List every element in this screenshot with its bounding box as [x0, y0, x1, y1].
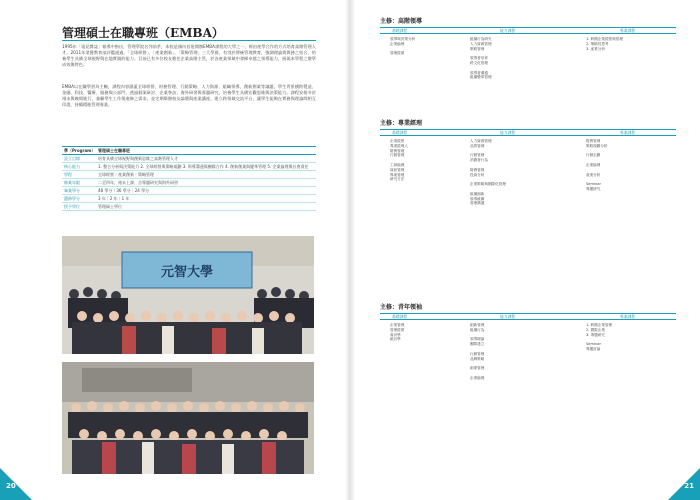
- table-header-cell: 管理碩士在職專班: [96, 147, 316, 155]
- course-list: 企業管理 管理經濟 會計學 統計學: [390, 323, 405, 342]
- intro-paragraph-2: EMBA以在職學習為主軸，課程內容涵蓋全球經營、財務管理、行銷策略、人力資源、組織領導、創新創業等議題，學生背景橫跨製造、金融、科技、醫療、服務與公部門，透過個案研討、企業參訪、海外研習與專題研究，培養學生具備宏觀思維與決策能力。課程安排多於週末與晚間進行，兼顧學生工作與進修之需求，並定期舉辦校友論壇與產業講座，建立跨領域交流平台，讓學生能夠在實務與理論間相互印證，持續精進管理專業。: [62, 84, 316, 107]
- program-table: [62, 146, 316, 211]
- book-gutter: [345, 0, 355, 500]
- course-list: 1. 跨國企業管理 2. 國際企業 3. 專題研究 Seminar 專題討論: [586, 323, 613, 351]
- intro-paragraph-1: 1995年「遠見雜誌」報導中指出，管理學院名列前茅，本校是國內首批開辦EMBA課程的大學之一，經由產學合作的方式培育高階管理人才。2011年榮獲教育部評鑑通過。「全球經營」、「產業創新」、「策略管理」三大學群，有別於傳統管理教育，強調理論與實務之結合，培養學生具備全球視野與在地實踐的能力。目前已有多位校友擔任企業高階主管，於各產業領域中發揮卓越之領導能力，展現本學程之辦學成效與特色。: [62, 44, 316, 67]
- table-label: 設立目標: [62, 155, 96, 163]
- table-label: 畢業學分: [62, 187, 96, 195]
- column-header-bar: [380, 129, 676, 136]
- table-value: 管理碩士學位: [96, 203, 316, 211]
- table-label: 選修學分: [62, 195, 96, 203]
- table-value: 培育具備全球視野與創新思維之高階管理人才: [96, 155, 316, 163]
- course-list: 創新管理 組織行為 領導理論 團隊建立 行銷管理 品牌策略 創業管理 企業倫理: [470, 323, 485, 380]
- column-header-bar: [380, 313, 676, 320]
- table-label: 修業年限: [62, 179, 96, 187]
- column-header: 專業課程: [620, 28, 636, 33]
- table-value: 1. 整合分析與決策能力 2. 全球經營與策略規劃 3. 領導溝通與團隊合作 4. 創新創業與變革管理 5. 企業倫理與社會責任: [96, 163, 316, 171]
- column-header: 基礎課程: [392, 28, 408, 33]
- table-row: [62, 171, 316, 179]
- page-title: 管理碩士在職專班（EMBA）: [62, 26, 224, 40]
- course-list: 財務管理 策略規劃分析 行銷企劃 企業倫理 產業分析 Seminar 專題研究: [586, 139, 608, 191]
- page-corner-accent: [0, 468, 32, 500]
- column-header: 能力課程: [500, 314, 516, 319]
- table-row: [62, 155, 316, 163]
- column-header: 專業課程: [620, 314, 636, 319]
- column-header: 能力課程: [500, 28, 516, 33]
- table-row: [62, 179, 316, 187]
- table-label: 授予學位: [62, 203, 96, 211]
- course-list: 人力資源管理 品質管理 行銷管理 消費者行為 財務管理 投資分析 企業策略與國際化管理 組織創新 領導統御 管理溝通: [470, 139, 506, 206]
- table-value: 全球經營｜產業創新｜策略管理: [96, 171, 316, 179]
- table-value: 3 年｜2 年｜1 年: [96, 195, 316, 203]
- table-header-cell: 學（Program）: [64, 148, 96, 153]
- page-number: 21: [684, 482, 694, 490]
- course-list: 組織行為研究 人力資源管理 策略管理 領導者培育 跨文化管理 領導者溝通 組織變革管理: [470, 37, 492, 80]
- table-row: [62, 195, 316, 203]
- table-value: 二至四年，週末上課，含專題研究與海外研習: [96, 179, 316, 187]
- section-title-senior-leadership: 主修：高階領導: [380, 18, 423, 25]
- table-row: [62, 163, 316, 171]
- table-header-row: [62, 147, 316, 155]
- page-number: 20: [6, 482, 16, 490]
- course-list: 領導與決策分析 企業倫理 管理經濟: [390, 37, 416, 56]
- table-row: [62, 187, 316, 195]
- column-header: 專業課程: [620, 130, 636, 135]
- banner-text: 元智大學: [160, 265, 214, 280]
- group-photo-1: [62, 236, 314, 354]
- column-header: 基礎課程: [392, 130, 408, 135]
- table-label: 核心能力: [62, 163, 96, 171]
- table-value: 48 學分｜36 學分｜24 學分: [96, 187, 316, 195]
- section-title-youth-leader: 主修：青年領袖: [380, 304, 423, 311]
- column-header: 基礎課程: [392, 314, 408, 319]
- section-title-professional-manager: 主修：專業經理: [380, 120, 423, 127]
- course-list: 企業經營 專業經理人 財務管理 行銷管理 工商倫理 資訊管理 專案管理 研究方法: [390, 139, 408, 182]
- column-header-bar: [380, 27, 676, 34]
- course-list: 1. 跨國企業經營與管理 2. 策略性思考 3. 產業分析: [586, 37, 623, 51]
- title-underline: [62, 40, 316, 41]
- group-photo-2: [62, 362, 314, 474]
- right-page: [350, 0, 700, 500]
- table-label: 學程: [62, 171, 96, 179]
- column-header: 能力課程: [500, 130, 516, 135]
- table-row: [62, 203, 316, 211]
